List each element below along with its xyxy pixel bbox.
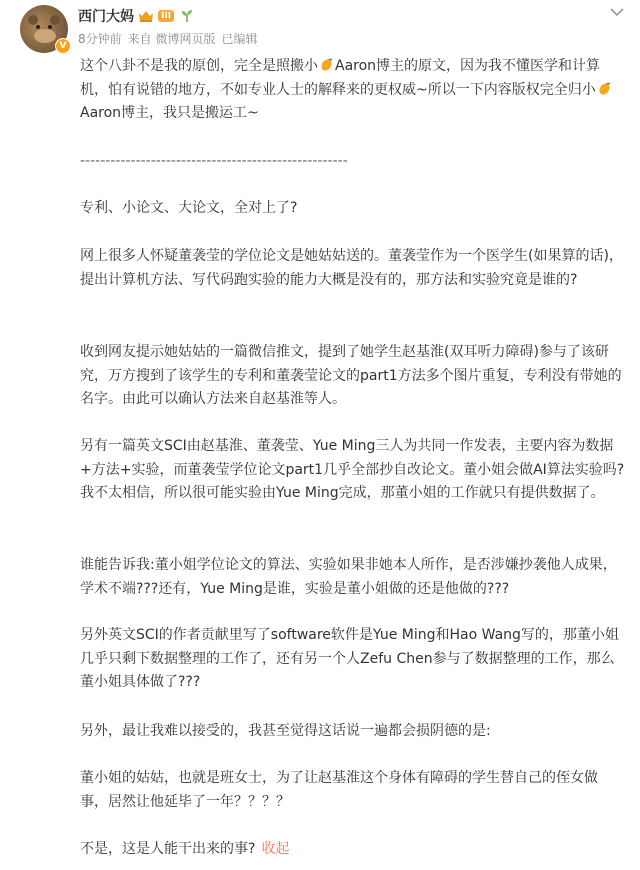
last-paragraph (80, 838, 625, 862)
paragraph: 谁能告诉我:董小姐学位论文的算法、实验如果非她本人所作，是否涉嫌抄袭他人成果，学术不端???还有，Yue Ming是谁，实验是董小姐做的还是他做的??? (80, 557, 617, 597)
post-time[interactable]: 8分钟前 (78, 32, 122, 46)
collapse-link[interactable]: 收起 (261, 841, 290, 857)
author-name[interactable]: 西门大妈 (78, 9, 134, 25)
paragraph-text: 不是，这是人能干出来的事? (80, 841, 256, 857)
verified-v-icon: V (55, 38, 71, 54)
avatar-eye (36, 25, 40, 29)
paragraph: 另外英文SCI的作者贡献里写了software软件是Yue Ming和Hao Wang写的，那董小姐几乎只剩下数据整理的工作了，还有另一个人Zefu Chen参与了数据整理的工作，那么董小姐具体做了??? (80, 627, 619, 690)
level-badge[interactable]: III (158, 10, 174, 22)
intro-paragraph (80, 55, 625, 126)
post-meta (78, 30, 257, 47)
chevron-down-icon[interactable] (608, 6, 626, 18)
paragraph: 另外，最让我难以接受的，我甚至觉得这话说一遍都会损阴德的是: (80, 723, 491, 739)
post-source: 来自 微博网页版 (127, 32, 216, 46)
author-row (78, 6, 194, 26)
post-header (0, 0, 640, 56)
mango-icon (597, 81, 612, 96)
mango-icon (319, 57, 334, 72)
avatar-ear (28, 15, 38, 25)
paragraph: 专利、小论文、大论文，全对上了? (80, 200, 298, 216)
paragraph: 收到网友提示她姑姑的一篇微信推文，提到了她学生赵基淮(双耳听力障碍)参与了该研究，万方搜到了该学生的专利和董袭莹论文的part1方法多个图片重复，专利没有带她的名字。由此可以确认方法来自赵基淮等人。 (80, 344, 622, 407)
sprout-icon[interactable] (180, 9, 194, 23)
intro-text-2: Aaron博主的原文，因为我不懂医学和计算机，怕有说错的地方，不如专业人士的解释来的更权威~所以一下内容版权完全归小 (80, 58, 601, 98)
edited-label[interactable]: 已编辑 (221, 32, 258, 46)
avatar-ear (50, 15, 60, 25)
avatar-snout (34, 29, 56, 43)
intro-text-3: Aaron博主，我只是搬运工~ (80, 105, 259, 121)
crown-icon[interactable] (138, 9, 154, 23)
paragraph: 董小姐的姑姑，也就是班女士，为了让赵基淮这个身体有障碍的学生替自己的侄女做事，居然让他延毕了一年？？？？ (80, 770, 598, 810)
intro-text-1: 这个八卦不是我的原创，完全是照搬小 (80, 58, 318, 74)
divider-line: ----------------------------------------------------- (80, 153, 348, 169)
paragraph: 另有一篇英文SCI由赵基淮、董袭莹、Yue Ming三人为共同一作发表，主要内容为数据+方法+实验，而董袭莹学位论文part1几乎全部抄自改论文。董小姐会做AI算法实验吗?我不太相信，所以很可能实验由Yue Ming完成，那董小姐的工作就只有提供数据了。 (80, 438, 625, 501)
paragraph: 网上很多人怀疑董袭莹的学位论文是她姑姑送的。董袭莹作为一个医学生(如果算的话)，提出计算机方法、写代码跑实验的能力大概是没有的，那方法和实验究竟是谁的? (80, 248, 623, 288)
